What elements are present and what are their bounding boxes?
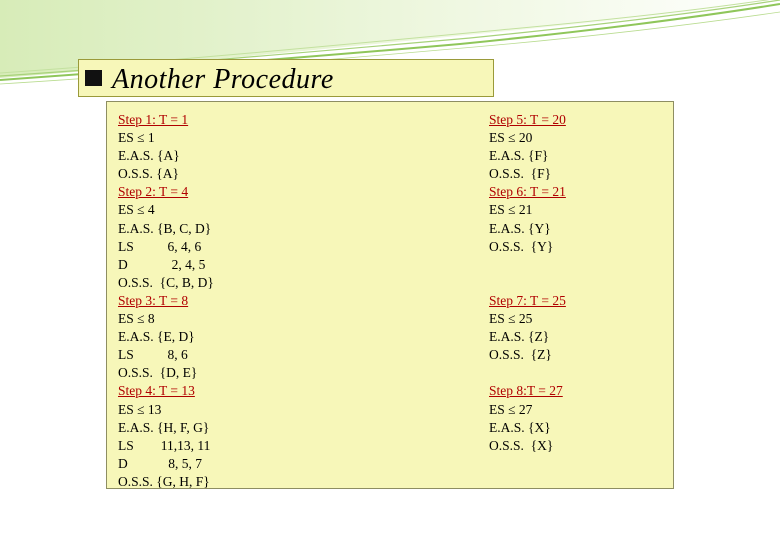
procedure-line: E.A.S. {Y} bbox=[489, 220, 551, 236]
procedure-line: O.S.S. {A} bbox=[118, 166, 179, 182]
procedure-panel bbox=[106, 101, 674, 489]
blank-line bbox=[489, 364, 566, 382]
square-bullet-icon bbox=[85, 70, 102, 86]
title-box bbox=[78, 59, 494, 97]
procedure-line: O.S.S. {D, E} bbox=[118, 365, 198, 381]
procedure-line: ES ≤ 21 bbox=[489, 202, 533, 218]
procedure-line: O.S.S. {Z} bbox=[489, 347, 552, 363]
procedure-line: ES ≤ 8 bbox=[118, 311, 155, 327]
procedure-line: E.A.S. {F} bbox=[489, 148, 549, 164]
blank-line bbox=[489, 256, 566, 274]
procedure-line: E.A.S. {A} bbox=[118, 148, 180, 164]
step-heading: Step 2: T = 4 bbox=[118, 184, 189, 200]
procedure-line: ES ≤ 4 bbox=[118, 202, 155, 218]
procedure-line: D 8, 5, 7 bbox=[118, 455, 202, 471]
procedure-line: LS 6, 4, 6 bbox=[118, 238, 202, 254]
procedure-line: ES ≤ 25 bbox=[489, 311, 533, 327]
step-heading: Step 3: T = 8 bbox=[118, 292, 189, 308]
step-heading: Step 5: T = 20 bbox=[489, 112, 566, 127]
procedure-line: LS 11,13, 11 bbox=[118, 437, 211, 453]
procedure-line: ES ≤ 13 bbox=[118, 401, 162, 417]
procedure-line: ES ≤ 20 bbox=[489, 130, 533, 146]
step-heading: Step 8:T = 27 bbox=[489, 383, 563, 399]
procedure-line: ES ≤ 1 bbox=[118, 130, 155, 146]
procedure-line: O.S.S. {X} bbox=[489, 437, 554, 453]
slide-title: Another Procedure bbox=[112, 64, 334, 95]
step-heading: Step 1: T = 1 bbox=[118, 112, 189, 127]
step-heading: Step 6: T = 21 bbox=[489, 184, 566, 200]
procedure-line: LS 8, 6 bbox=[118, 347, 188, 363]
procedure-line: O.S.S. {C, B, D} bbox=[118, 274, 214, 290]
step-heading: Step 4: T = 13 bbox=[118, 383, 195, 399]
left-column bbox=[118, 111, 214, 491]
procedure-line: E.A.S. {Z} bbox=[489, 329, 550, 345]
procedure-line: D 2, 4, 5 bbox=[118, 256, 206, 272]
step-heading: Step 7: T = 25 bbox=[489, 292, 566, 308]
right-column bbox=[489, 111, 566, 455]
procedure-line: O.S.S. {F} bbox=[489, 166, 552, 182]
procedure-line: ES ≤ 27 bbox=[489, 401, 533, 417]
procedure-line: E.A.S. {H, F, G} bbox=[118, 419, 210, 435]
procedure-line: O.S.S. {G, H, F} bbox=[118, 473, 210, 489]
blank-line bbox=[489, 274, 566, 292]
procedure-line: E.A.S. {E, D} bbox=[118, 329, 195, 345]
procedure-line: O.S.S. {Y} bbox=[489, 238, 554, 254]
procedure-line: E.A.S. {X} bbox=[489, 419, 551, 435]
procedure-line: E.A.S. {B, C, D} bbox=[118, 220, 212, 236]
